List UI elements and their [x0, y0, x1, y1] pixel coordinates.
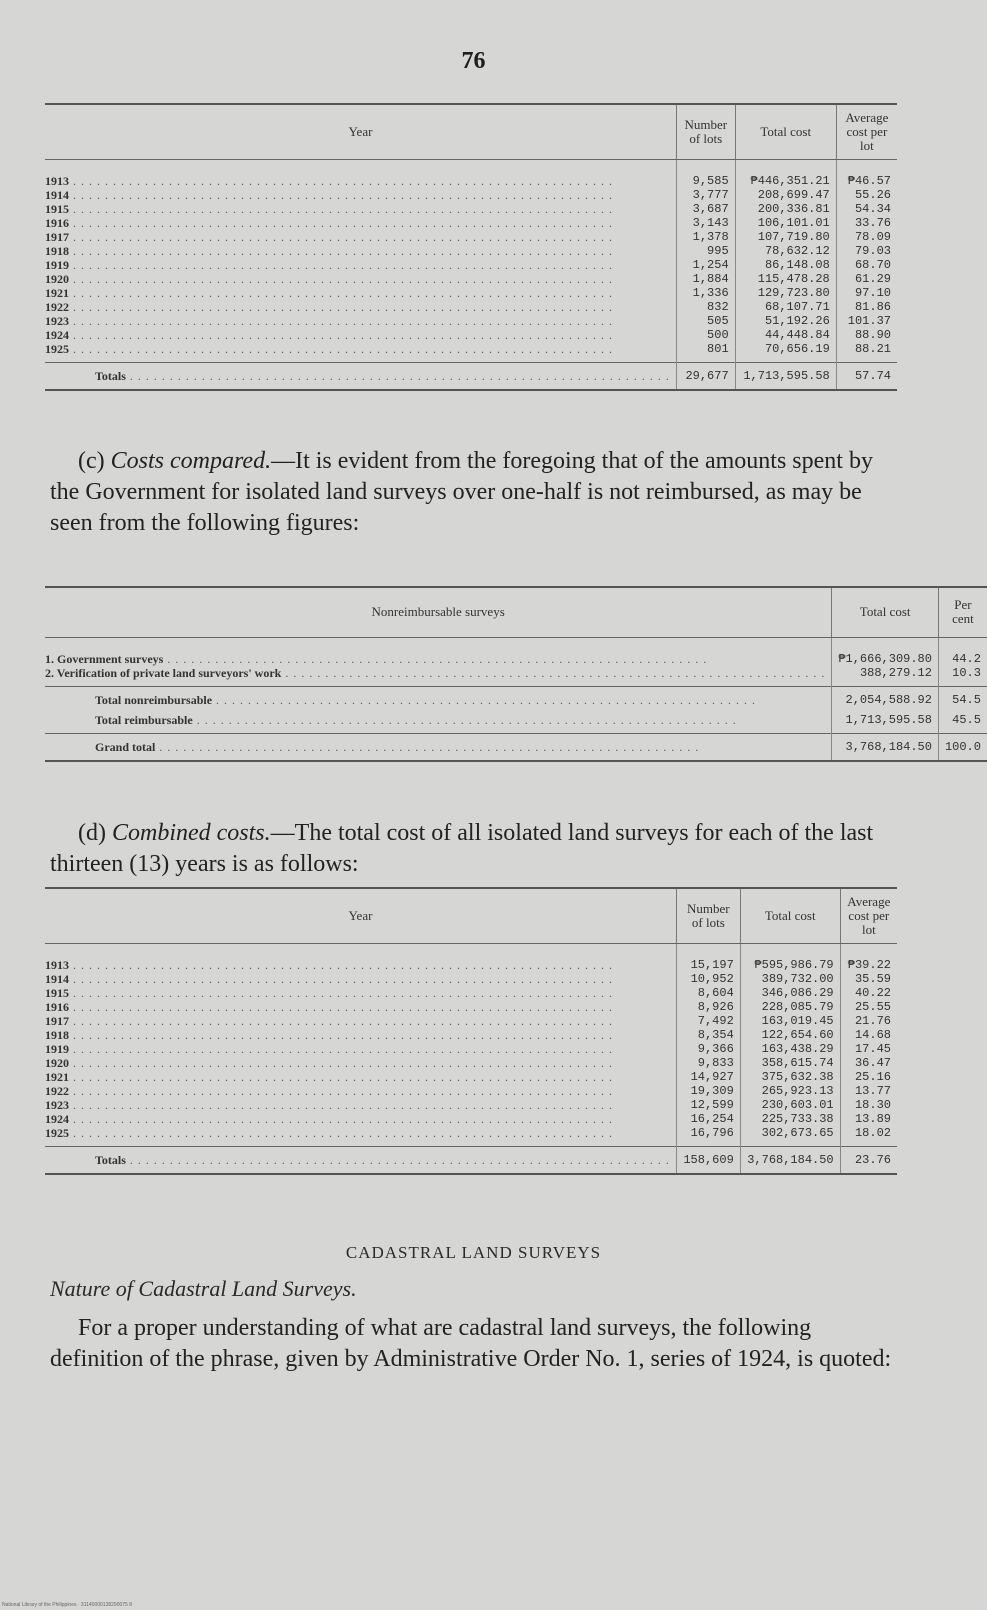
row-label — [45, 314, 676, 328]
row-label — [45, 1000, 676, 1014]
table-cell: ₱39.22 — [840, 944, 897, 973]
table-cell: 995 — [676, 244, 735, 258]
table-cell: 9,366 — [676, 1042, 740, 1056]
table-cell: 7,492 — [676, 1014, 740, 1028]
table-cell: 10.3 — [938, 666, 987, 687]
leader-dots: . . . . . . . . . . . . . . . . . . . . . . . . . . . . . . . . . . . . . . . . . . . . . . . . . . . . . . . . . . . . . . . . . . . . — [281, 665, 826, 680]
column-header-nonreimbursable-surveys: Nonreimbursable surveys — [45, 587, 832, 637]
table-cell: 10,952 — [676, 972, 740, 986]
table-cell: 57.74 — [836, 363, 897, 391]
table-cell: 3,768,184.50 — [832, 733, 939, 761]
table-cell: 44,448.84 — [735, 328, 836, 342]
row-label-text: 1925 — [45, 342, 69, 356]
row-label-text: 1916 — [45, 216, 69, 230]
table-cell: 225,733.38 — [740, 1112, 840, 1126]
table-cell: 81.86 — [836, 300, 897, 314]
row-label — [45, 1098, 676, 1112]
row-label-text: 1922 — [45, 1084, 69, 1098]
row-label — [45, 258, 676, 272]
column-header-total-cost: Total cost — [832, 587, 939, 637]
paragraph-combined-costs — [50, 818, 898, 880]
row-label — [45, 666, 832, 687]
table-row — [45, 1000, 897, 1014]
table-cell: 208,699.47 — [735, 188, 836, 202]
row-label — [45, 986, 676, 1000]
row-label-text: 1925 — [45, 1126, 69, 1140]
table-row — [45, 1042, 897, 1056]
row-label-text: Totals — [95, 369, 126, 383]
table-cell: 230,603.01 — [740, 1098, 840, 1112]
leader-dots: . . . . . . . . . . . . . . . . . . . . . . . . . . . . . . . . . . . . . . . . . . . . . . . . . . . . . . . . . . . . . . . . . . . . — [192, 712, 737, 727]
leader-dots: . . . . . . . . . . . . . . . . . . . . . . . . . . . . . . . . . . . . . . . . . . . . . . . . . . . . . . . . . . . . . . . . . . . . — [125, 369, 670, 383]
table-cell: 115,478.28 — [735, 272, 836, 286]
table-cell: 9,585 — [676, 160, 735, 189]
table-cell: 8,604 — [676, 986, 740, 1000]
table-row — [45, 1084, 897, 1098]
leader-dots: . . . . . . . . . . . . . . . . . . . . . . . . . . . . . . . . . . . . . . . . . . . . . . . . . . . . . . . . . . . . . . . . . . . . — [69, 216, 613, 230]
row-label — [45, 1070, 676, 1084]
table-row — [45, 160, 897, 189]
subsection-heading: Nature of Cadastral Land Surveys. — [50, 1276, 357, 1301]
table-row — [45, 1112, 897, 1126]
leader-dots: . . . . . . . . . . . . . . . . . . . . . . . . . . . . . . . . . . . . . . . . . . . . . . . . . . . . . . . . . . . . . . . . . . . . — [69, 1000, 613, 1014]
row-label — [45, 944, 676, 973]
row-label — [45, 160, 676, 189]
table-cell: 358,615.74 — [740, 1056, 840, 1070]
row-label — [45, 1084, 676, 1098]
table-cell: 2,054,588.92 — [832, 686, 939, 713]
table-cell: 101.37 — [836, 314, 897, 328]
paragraph-definition-intro — [50, 1313, 898, 1375]
table-cell: 505 — [676, 314, 735, 328]
table-row — [45, 244, 897, 258]
paragraph-title: Combined costs. — [111, 820, 271, 846]
table-cell: 1,254 — [676, 258, 735, 272]
paragraph-costs-compared — [50, 446, 898, 539]
table-cell: 55.26 — [836, 188, 897, 202]
column-header-year: Year — [45, 888, 676, 944]
table-cell: 375,632.38 — [740, 1070, 840, 1084]
table-cell: 3,687 — [676, 202, 735, 216]
row-label-text: 1913 — [45, 174, 69, 188]
column-header-average-cost: Average cost per lot — [840, 888, 897, 944]
table-cell: 12,599 — [676, 1098, 740, 1112]
table-row — [45, 986, 897, 1000]
row-label — [45, 286, 676, 300]
row-label — [45, 244, 676, 258]
row-label-text: 1916 — [45, 1000, 69, 1014]
table-cell: 801 — [676, 342, 735, 363]
table-row — [45, 944, 897, 973]
row-label-text: 1922 — [45, 300, 69, 314]
table-cell: 68,107.71 — [735, 300, 836, 314]
row-label-text: Grand total — [95, 739, 156, 754]
table-cell: 61.29 — [836, 272, 897, 286]
table-cell: 1,884 — [676, 272, 735, 286]
table-cell: 3,768,184.50 — [740, 1147, 840, 1175]
table-cell: 33.76 — [836, 216, 897, 230]
column-header-total-cost: Total cost — [735, 104, 836, 160]
table-cell: ₱595,986.79 — [740, 944, 840, 973]
row-label — [45, 972, 676, 986]
row-label — [45, 1147, 676, 1175]
row-label-text: 1920 — [45, 1056, 69, 1070]
table-lot-costs-1913-1925 — [45, 103, 897, 391]
table-cell: 1,713,595.58 — [735, 363, 836, 391]
page-number: 76 — [461, 48, 486, 74]
leader-dots: . . . . . . . . . . . . . . . . . . . . . . . . . . . . . . . . . . . . . . . . . . . . . . . . . . . . . . . . . . . . . . . . . . . . — [69, 314, 613, 328]
row-label-text: 1914 — [45, 972, 69, 986]
table-cell: 13.77 — [840, 1084, 897, 1098]
table-nonreimbursable-surveys — [45, 586, 987, 762]
leader-dots: . . . . . . . . . . . . . . . . . . . . . . . . . . . . . . . . . . . . . . . . . . . . . . . . . . . . . . . . . . . . . . . . . . . . — [69, 328, 613, 342]
table-cell: 88.21 — [836, 342, 897, 363]
table-row — [45, 300, 897, 314]
leader-dots: . . . . . . . . . . . . . . . . . . . . . . . . . . . . . . . . . . . . . . . . . . . . . . . . . . . . . . . . . . . . . . . . . . . . — [69, 1098, 613, 1112]
table-cell: 78,632.12 — [735, 244, 836, 258]
table-row — [45, 272, 897, 286]
table-cell: 14,927 — [676, 1070, 740, 1084]
table-cell: 129,723.80 — [735, 286, 836, 300]
table-cell: 44.2 — [938, 637, 987, 666]
row-label — [45, 230, 676, 244]
row-label-text: 1919 — [45, 258, 69, 272]
table-cell: 16,254 — [676, 1112, 740, 1126]
table-row — [45, 314, 897, 328]
library-footer-note: National Library of the Philippines · 31140000138290075 8 — [2, 1602, 133, 1608]
row-label-text: 1924 — [45, 1112, 69, 1126]
table-cell: 389,732.00 — [740, 972, 840, 986]
row-label-text: Totals — [95, 1153, 126, 1167]
table-row — [45, 1056, 897, 1070]
section-heading-cadastral: CADASTRAL LAND SURVEYS — [345, 1243, 602, 1262]
table-cell: 158,609 — [676, 1147, 740, 1175]
row-label — [45, 686, 832, 713]
leader-dots: . . . . . . . . . . . . . . . . . . . . . . . . . . . . . . . . . . . . . . . . . . . . . . . . . . . . . . . . . . . . . . . . . . . . — [163, 651, 708, 666]
table-row — [45, 328, 897, 342]
table-cell: 388,279.12 — [832, 666, 939, 687]
row-label-text: 1915 — [45, 202, 69, 216]
leader-dots: . . . . . . . . . . . . . . . . . . . . . . . . . . . . . . . . . . . . . . . . . . . . . . . . . . . . . . . . . . . . . . . . . . . . — [69, 286, 613, 300]
table-cell: 8,354 — [676, 1028, 740, 1042]
row-label — [45, 202, 676, 216]
table-row — [45, 1014, 897, 1028]
row-label — [45, 300, 676, 314]
row-label — [45, 1112, 676, 1126]
table-cell: 100.0 — [938, 733, 987, 761]
leader-dots: . . . . . . . . . . . . . . . . . . . . . . . . . . . . . . . . . . . . . . . . . . . . . . . . . . . . . . . . . . . . . . . . . . . . — [69, 1112, 613, 1126]
row-label-text: 1. Government surveys — [45, 651, 164, 666]
row-label — [45, 1042, 676, 1056]
leader-dots: . . . . . . . . . . . . . . . . . . . . . . . . . . . . . . . . . . . . . . . . . . . . . . . . . . . . . . . . . . . . . . . . . . . . — [69, 1042, 613, 1056]
table-cell: 18.02 — [840, 1126, 897, 1147]
row-label — [45, 1014, 676, 1028]
table-cell: 106,101.01 — [735, 216, 836, 230]
paragraph-text: —It is evident from the foregoing that of the amounts spent by the Government for isolated land surveys over one-half is not reimbursed, as may be seen from the following figures: — [50, 448, 873, 536]
table-cell: 40.22 — [840, 986, 897, 1000]
table-cell: 29,677 — [676, 363, 735, 391]
row-label — [45, 342, 676, 363]
row-label — [45, 1126, 676, 1147]
leader-dots: . . . . . . . . . . . . . . . . . . . . . . . . . . . . . . . . . . . . . . . . . . . . . . . . . . . . . . . . . . . . . . . . . . . . — [212, 692, 757, 707]
table-row — [45, 637, 987, 666]
leader-dots: . . . . . . . . . . . . . . . . . . . . . . . . . . . . . . . . . . . . . . . . . . . . . . . . . . . . . . . . . . . . . . . . . . . . — [69, 188, 613, 202]
table-row — [45, 1126, 897, 1147]
row-label-text: 2. Verification of private land surveyors' work — [45, 665, 282, 680]
table-row — [45, 363, 897, 391]
row-label — [45, 328, 676, 342]
column-header-per-cent: Per cent — [938, 587, 987, 637]
row-label-text: 1921 — [45, 1070, 69, 1084]
leader-dots: . . . . . . . . . . . . . . . . . . . . . . . . . . . . . . . . . . . . . . . . . . . . . . . . . . . . . . . . . . . . . . . . . . . . — [69, 1084, 613, 1098]
column-header-year: Year — [45, 104, 676, 160]
table-row — [45, 733, 987, 761]
table-cell: 3,777 — [676, 188, 735, 202]
table-cell: 25.16 — [840, 1070, 897, 1084]
table-cell: 346,086.29 — [740, 986, 840, 1000]
table-cell: 51,192.26 — [735, 314, 836, 328]
row-label — [45, 733, 832, 761]
table-cell: 1,336 — [676, 286, 735, 300]
paragraph-text: For a proper understanding of what are cadastral land surveys, the following definition of the phrase, given by Administrative Order No. 1, series of 1924, is quoted: — [50, 1315, 892, 1372]
row-label-text: 1918 — [45, 244, 69, 258]
column-header-average-cost: Average cost per lot — [836, 104, 897, 160]
row-label-text: 1913 — [45, 958, 69, 972]
leader-dots: . . . . . . . . . . . . . . . . . . . . . . . . . . . . . . . . . . . . . . . . . . . . . . . . . . . . . . . . . . . . . . . . . . . . — [69, 244, 613, 258]
paragraph-label: (c) — [78, 448, 105, 474]
column-header-number-of-lots: Number of lots — [676, 888, 740, 944]
row-label-text: 1917 — [45, 1014, 69, 1028]
table-cell: 21.76 — [840, 1014, 897, 1028]
leader-dots: . . . . . . . . . . . . . . . . . . . . . . . . . . . . . . . . . . . . . . . . . . . . . . . . . . . . . . . . . . . . . . . . . . . . — [69, 300, 613, 314]
leader-dots: . . . . . . . . . . . . . . . . . . . . . . . . . . . . . . . . . . . . . . . . . . . . . . . . . . . . . . . . . . . . . . . . . . . . — [125, 1153, 670, 1167]
row-label-text: 1923 — [45, 314, 69, 328]
table-row — [45, 216, 897, 230]
row-label-text: 1924 — [45, 328, 69, 342]
table-cell: 18.30 — [840, 1098, 897, 1112]
table-cell: 35.59 — [840, 972, 897, 986]
leader-dots: . . . . . . . . . . . . . . . . . . . . . . . . . . . . . . . . . . . . . . . . . . . . . . . . . . . . . . . . . . . . . . . . . . . . — [69, 202, 613, 216]
table-cell: 16,796 — [676, 1126, 740, 1147]
paragraph-title: Costs compared. — [110, 448, 272, 474]
table-row — [45, 202, 897, 216]
row-label — [45, 188, 676, 202]
leader-dots: . . . . . . . . . . . . . . . . . . . . . . . . . . . . . . . . . . . . . . . . . . . . . . . . . . . . . . . . . . . . . . . . . . . . — [69, 958, 613, 972]
table-cell: 302,673.65 — [740, 1126, 840, 1147]
table-row — [45, 713, 987, 734]
table-cell: 832 — [676, 300, 735, 314]
table-cell: 9,833 — [676, 1056, 740, 1070]
leader-dots: . . . . . . . . . . . . . . . . . . . . . . . . . . . . . . . . . . . . . . . . . . . . . . . . . . . . . . . . . . . . . . . . . . . . — [69, 342, 613, 356]
table-cell: 265,923.13 — [740, 1084, 840, 1098]
row-label-text: 1920 — [45, 272, 69, 286]
leader-dots: . . . . . . . . . . . . . . . . . . . . . . . . . . . . . . . . . . . . . . . . . . . . . . . . . . . . . . . . . . . . . . . . . . . . — [69, 972, 613, 986]
leader-dots: . . . . . . . . . . . . . . . . . . . . . . . . . . . . . . . . . . . . . . . . . . . . . . . . . . . . . . . . . . . . . . . . . . . . — [69, 258, 613, 272]
table-cell: 70,656.19 — [735, 342, 836, 363]
column-header-total-cost: Total cost — [740, 888, 840, 944]
table-cell: 163,019.45 — [740, 1014, 840, 1028]
table-cell: 17.45 — [840, 1042, 897, 1056]
table-cell: 19,309 — [676, 1084, 740, 1098]
table-cell: 78.09 — [836, 230, 897, 244]
table-row — [45, 666, 987, 687]
table-cell: 14.68 — [840, 1028, 897, 1042]
table-cell: 86,148.08 — [735, 258, 836, 272]
table-cell: 68.70 — [836, 258, 897, 272]
row-label — [45, 713, 832, 734]
row-label — [45, 272, 676, 286]
table-row — [45, 258, 897, 272]
table-cell: 13.89 — [840, 1112, 897, 1126]
table-cell: 25.55 — [840, 1000, 897, 1014]
table-row — [45, 286, 897, 300]
table-row — [45, 230, 897, 244]
row-label-text: Total nonreimbursable — [95, 692, 213, 707]
table-row — [45, 686, 987, 713]
table-cell: 54.34 — [836, 202, 897, 216]
table-cell: 500 — [676, 328, 735, 342]
table-cell: 163,438.29 — [740, 1042, 840, 1056]
row-label-text: 1919 — [45, 1042, 69, 1056]
table-cell: 97.10 — [836, 286, 897, 300]
row-label-text: 1923 — [45, 1098, 69, 1112]
row-label — [45, 216, 676, 230]
row-label-text: 1918 — [45, 1028, 69, 1042]
row-label-text: 1914 — [45, 188, 69, 202]
column-header-number-of-lots: Number of lots — [676, 104, 735, 160]
table-cell: 107,719.80 — [735, 230, 836, 244]
leader-dots: . . . . . . . . . . . . . . . . . . . . . . . . . . . . . . . . . . . . . . . . . . . . . . . . . . . . . . . . . . . . . . . . . . . . — [69, 174, 613, 188]
table-row — [45, 342, 897, 363]
leader-dots: . . . . . . . . . . . . . . . . . . . . . . . . . . . . . . . . . . . . . . . . . . . . . . . . . . . . . . . . . . . . . . . . . . . . — [69, 230, 613, 244]
table-cell: 1,713,595.58 — [832, 713, 939, 734]
table-cell: 23.76 — [840, 1147, 897, 1175]
leader-dots: . . . . . . . . . . . . . . . . . . . . . . . . . . . . . . . . . . . . . . . . . . . . . . . . . . . . . . . . . . . . . . . . . . . . — [69, 272, 613, 286]
leader-dots: . . . . . . . . . . . . . . . . . . . . . . . . . . . . . . . . . . . . . . . . . . . . . . . . . . . . . . . . . . . . . . . . . . . . — [69, 1056, 613, 1070]
leader-dots: . . . . . . . . . . . . . . . . . . . . . . . . . . . . . . . . . . . . . . . . . . . . . . . . . . . . . . . . . . . . . . . . . . . . — [69, 1028, 613, 1042]
row-label-text: 1915 — [45, 986, 69, 1000]
table-combined-costs-1913-1925 — [45, 887, 897, 1175]
table-cell: 88.90 — [836, 328, 897, 342]
leader-dots: . . . . . . . . . . . . . . . . . . . . . . . . . . . . . . . . . . . . . . . . . . . . . . . . . . . . . . . . . . . . . . . . . . . . — [69, 986, 613, 1000]
paragraph-text: —The total cost of all isolated land surveys for each of the last thirteen (13) years is as follows: — [50, 820, 874, 877]
table-cell: 45.5 — [938, 713, 987, 734]
table-row — [45, 1028, 897, 1042]
table-row — [45, 1070, 897, 1084]
table-cell: 79.03 — [836, 244, 897, 258]
row-label-text: 1917 — [45, 230, 69, 244]
row-label — [45, 637, 832, 666]
table-cell: 8,926 — [676, 1000, 740, 1014]
table-cell: ₱46.57 — [836, 160, 897, 189]
row-label — [45, 363, 676, 391]
table-row — [45, 1098, 897, 1112]
table-cell: 54.5 — [938, 686, 987, 713]
leader-dots: . . . . . . . . . . . . . . . . . . . . . . . . . . . . . . . . . . . . . . . . . . . . . . . . . . . . . . . . . . . . . . . . . . . . — [69, 1014, 613, 1028]
table-cell: 122,654.60 — [740, 1028, 840, 1042]
leader-dots: . . . . . . . . . . . . . . . . . . . . . . . . . . . . . . . . . . . . . . . . . . . . . . . . . . . . . . . . . . . . . . . . . . . . — [69, 1070, 613, 1084]
table-row — [45, 188, 897, 202]
row-label — [45, 1028, 676, 1042]
table-row — [45, 1147, 897, 1175]
leader-dots: . . . . . . . . . . . . . . . . . . . . . . . . . . . . . . . . . . . . . . . . . . . . . . . . . . . . . . . . . . . . . . . . . . . . — [69, 1126, 613, 1140]
table-cell: ₱1,666,309.80 — [832, 637, 939, 666]
row-label-text: Total reimbursable — [95, 712, 193, 727]
table-cell: ₱446,351.21 — [735, 160, 836, 189]
paragraph-label: (d) — [78, 820, 106, 846]
table-cell: 200,336.81 — [735, 202, 836, 216]
table-cell: 228,085.79 — [740, 1000, 840, 1014]
table-cell: 3,143 — [676, 216, 735, 230]
table-cell: 36.47 — [840, 1056, 897, 1070]
leader-dots: . . . . . . . . . . . . . . . . . . . . . . . . . . . . . . . . . . . . . . . . . . . . . . . . . . . . . . . . . . . . . . . . . . . . — [155, 739, 700, 754]
table-cell: 15,197 — [676, 944, 740, 973]
row-label-text: 1921 — [45, 286, 69, 300]
table-cell: 1,378 — [676, 230, 735, 244]
row-label — [45, 1056, 676, 1070]
table-row — [45, 972, 897, 986]
